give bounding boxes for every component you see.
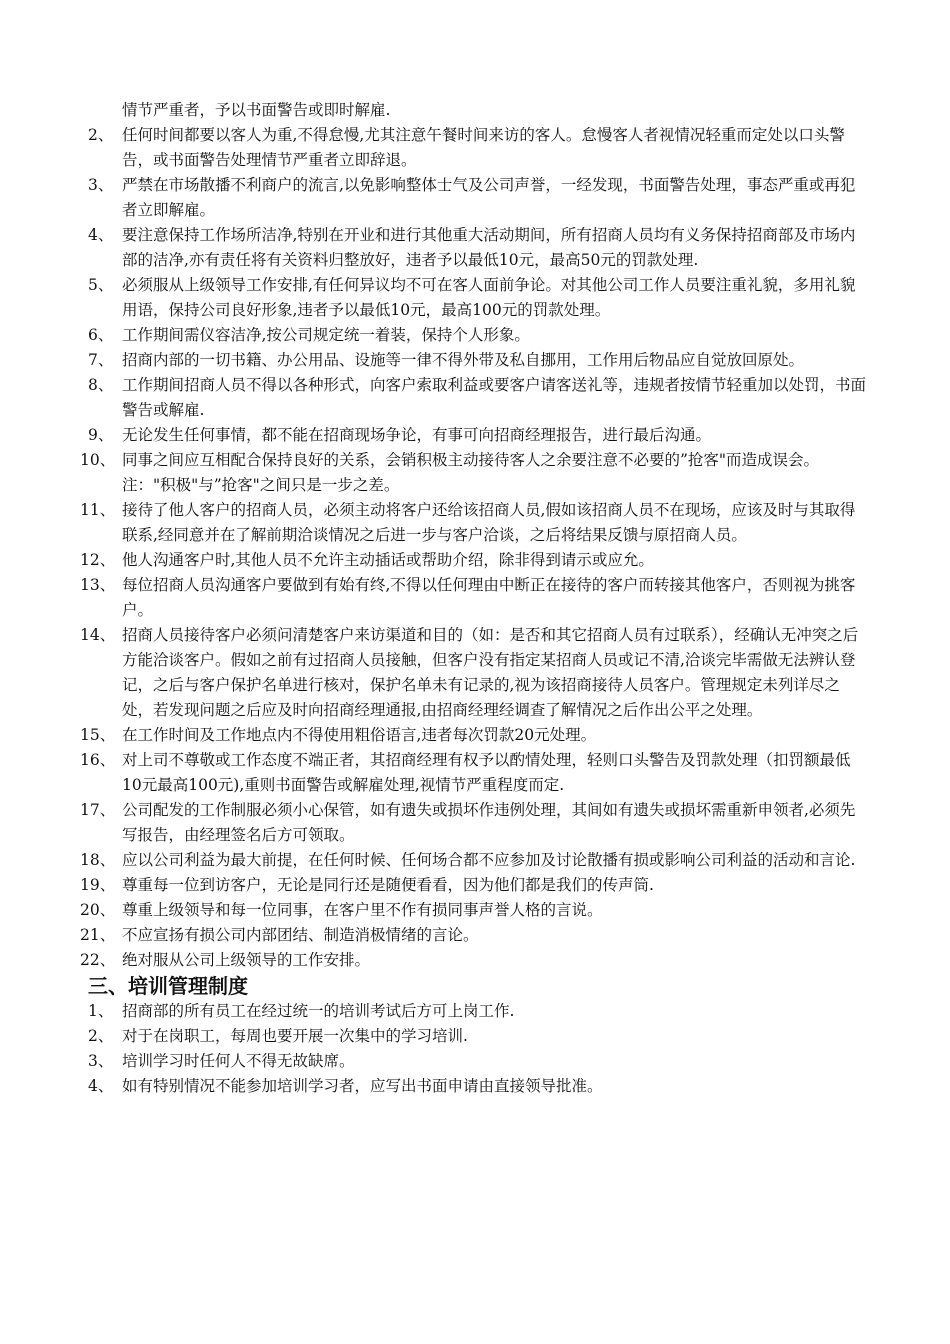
rule-continuation: 情节严重者，予以书面警告或即时解雇. <box>122 101 391 119</box>
rule-number: 8、 <box>88 376 114 394</box>
rules-list <box>80 123 868 973</box>
rule-text: 招商人员接待客户必须问清楚客户来访渠道和目的（如：是否和其它招商人员有过联系），经确认无冲突之后方能洽谈客户。假如之前有过招商人员接触，但客户没有指定某招商人员或记不清,洽谈完毕需做无法辨认登记，之后与客户保护名单进行核对，保护名单未有记录的,视为该招商接待人员客户。管理规定未列详尽之处，若发现问题之后应及时向招商经理通报,由招商经理经调查了解情况之后作出公平之处理。 <box>122 626 859 719</box>
rule-item <box>80 873 868 898</box>
rule-number: 14、 <box>80 626 116 644</box>
rule-text: 工作期间招商人员不得以各种形式，向客户索取利益或要客户请客送礼等，违规者按情节轻重加以处罚，书面警告或解雇. <box>122 376 867 419</box>
training-item <box>88 999 868 1024</box>
rule-number: 4、 <box>88 226 114 244</box>
document-body <box>80 98 868 1099</box>
training-text: 招商部的所有员工在经过统一的培训考试后方可上岗工作. <box>122 1002 515 1020</box>
rule-item <box>88 373 868 423</box>
rule-number: 13、 <box>80 576 116 594</box>
training-number: 2、 <box>88 1027 114 1045</box>
rule-number: 15、 <box>80 726 116 744</box>
rule-item <box>80 548 868 573</box>
training-list <box>88 999 868 1099</box>
training-item <box>88 1074 868 1099</box>
rule-text: 同事之间应互相配合保持良好的关系，会销积极主动接待客人之余要注意不必要的”抢客"而造成误会。注："积极"与”抢客"之间只是一步之差。 <box>122 451 820 494</box>
training-number: 3、 <box>88 1052 114 1070</box>
rule-text: 必须服从上级领导工作安排,有任何异议均不可在客人面前争论。对其他公司工作人员要注重礼貌，多用礼貌用语，保持公司良好形象,违者予以最低10元，最高100元的罚款处理。 <box>122 276 856 319</box>
rule-number: 6、 <box>88 326 114 344</box>
rule-number: 20、 <box>80 901 116 919</box>
rule-number: 7、 <box>88 351 114 369</box>
rule-text: 招商内部的一切书籍、办公用品、设施等一律不得外带及私自挪用，工作用后物品应自觉放回原处。 <box>122 351 805 369</box>
rule-text: 尊重上级领导和每一位同事，在客户里不作有损同事声誉人格的言说。 <box>122 901 603 919</box>
rule-item <box>80 623 868 723</box>
section-heading-training: 三、培训管理制度 <box>88 974 248 998</box>
training-text: 如有特别情况不能参加培训学习者，应写出书面申请由直接领导批准。 <box>122 1077 603 1095</box>
rule-item <box>80 923 868 948</box>
rule-number: 9、 <box>88 426 114 444</box>
rule-item <box>80 848 868 873</box>
rule-text: 任何时间都要以客人为重,不得怠慢,尤其注意午餐时间来访的客人。怠慢客人者视情况轻重而定处以口头警告，或书面警告处理情节严重者立即辞退。 <box>122 126 845 169</box>
rule-number: 5、 <box>88 276 114 294</box>
rule-number: 21、 <box>80 926 116 944</box>
rule-text: 无论发生任何事情，都不能在招商现场争论，有事可向招商经理报告，进行最后沟通。 <box>122 426 712 444</box>
rule-number: 22、 <box>80 951 116 969</box>
rule-item <box>80 898 868 923</box>
rule-item <box>88 423 868 448</box>
rule-number: 11、 <box>80 501 116 519</box>
rule-item <box>80 723 868 748</box>
training-number: 4、 <box>88 1077 114 1095</box>
rule-item <box>88 123 868 173</box>
rule-item <box>88 323 868 348</box>
rule-number: 3、 <box>88 176 114 194</box>
rule-number: 10、 <box>80 451 116 469</box>
rule-text: 尊重每一位到访客户，无论是同行还是随便看看，因为他们都是我们的传声筒. <box>122 876 654 894</box>
rule-number: 12、 <box>80 551 116 569</box>
rule-item <box>80 573 868 623</box>
rule-text: 对上司不尊敬或工作态度不端正者，其招商经理有权予以酌情处理，轻则口头警告及罚款处理（扣罚额最低10元最高100元),重则书面警告或解雇处理,视情节严重程度而定. <box>122 751 851 794</box>
training-item <box>88 1049 868 1074</box>
training-number: 1、 <box>88 1002 114 1020</box>
rule-text: 在工作时间及工作地点内不得使用粗俗语言,违者每次罚款20元处理。 <box>122 726 597 744</box>
rule-item <box>80 748 868 798</box>
rule-number: 17、 <box>80 801 116 819</box>
rule-text: 应以公司利益为最大前提，在任何时候、任何场合都不应参加及讨论散播有损或影响公司利益的活动和言论. <box>122 851 856 869</box>
rule-text: 他人沟通客户时,其他人员不允许主动插话或帮助介绍，除非得到请示或应允。 <box>122 551 654 569</box>
training-item <box>88 1024 868 1049</box>
rule-text: 每位招商人员沟通客户要做到有始有终,不得以任何理由中断正在接待的客户而转接其他客户，否则视为挑客户。 <box>122 576 856 619</box>
rule-number: 16、 <box>80 751 116 769</box>
rule-text: 接待了他人客户的招商人员，必须主动将客户还给该招商人员,假如该招商人员不在现场，应该及时与其取得联系,经同意并在了解前期洽谈情况之后进一步与客户洽谈，之后将结果反馈与原招商人员。 <box>122 501 856 544</box>
rule-text: 绝对服从公司上级领导的工作安排。 <box>122 951 371 969</box>
rule-text: 要注意保持工作场所洁净,特别在开业和进行其他重大活动期间，所有招商人员均有义务保持招商部及市场内部的洁净,亦有责任将有关资料归整放好，违者予以最低10元，最高50元的罚款处理. <box>122 226 856 269</box>
rule-item <box>80 448 868 498</box>
rule-item <box>80 498 868 548</box>
rule-text: 工作期间需仪容洁净,按公司规定统一着装，保持个人形象。 <box>122 326 530 344</box>
training-text: 对于在岗职工，每周也要开展一次集中的学习培训. <box>122 1027 468 1045</box>
rule-item <box>88 173 868 223</box>
rule-text: 严禁在市场散播不利商户的流言,以免影响整体士气及公司声誉，一经发现，书面警告处理，事态严重或再犯者立即解雇。 <box>122 176 856 219</box>
rule-item <box>88 273 868 323</box>
rule-number: 19、 <box>80 876 116 894</box>
rule-text: 不应宣扬有损公司内部团结、制造消极情绪的言论。 <box>122 926 479 944</box>
rule-item <box>80 948 868 973</box>
rule-text: 公司配发的工作制服必须小心保管，如有遗失或损坏作违例处理，其间如有遗失或损坏需重新申领者,必须先写报告，由经理签名后方可领取。 <box>122 801 856 844</box>
training-text: 培训学习时任何人不得无故缺席。 <box>122 1052 355 1070</box>
rule-number: 18、 <box>80 851 116 869</box>
rule-number: 2、 <box>88 126 114 144</box>
rule-item <box>80 798 868 848</box>
rule-item <box>88 348 868 373</box>
rule-item <box>88 223 868 273</box>
